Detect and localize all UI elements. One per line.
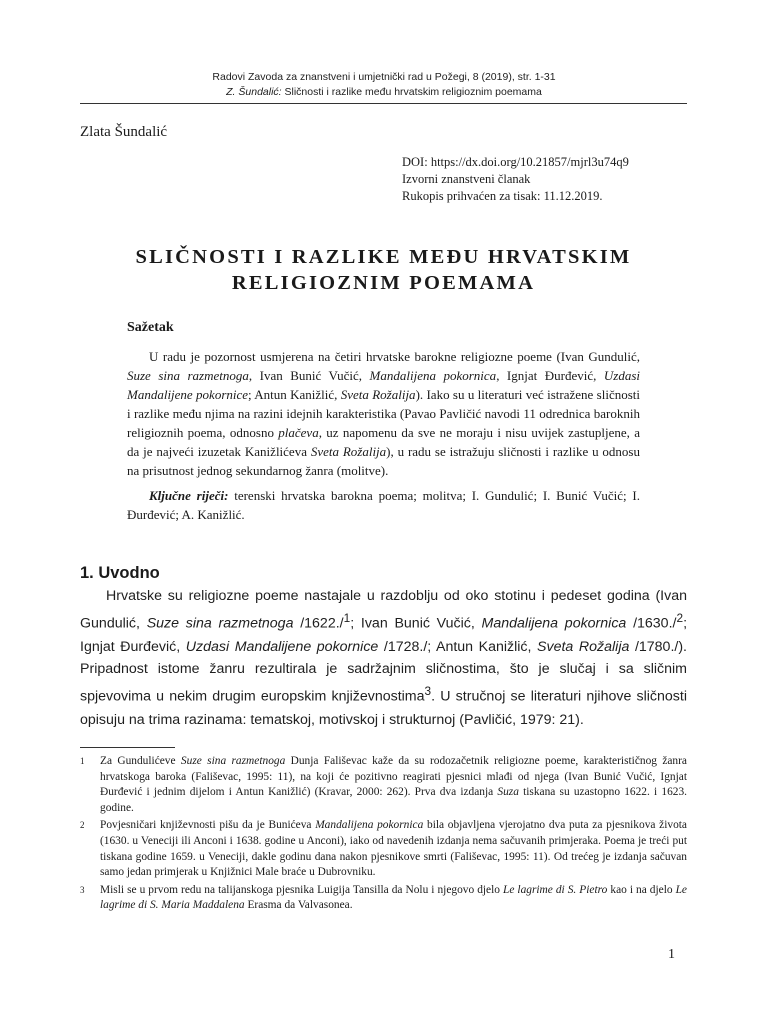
accepted-date: Rukopis prihvaćen za tisak: 11.12.2019. <box>402 189 603 203</box>
footnote <box>80 883 687 914</box>
work-title: Uzdasi Mandalijene pokornice <box>185 638 379 655</box>
body-text-run: ; Ivan Bunić Vučić, <box>350 616 482 633</box>
running-header-title <box>0 86 768 98</box>
body-text-run: /1780./). Pripadnost istome žanru rezultirala je sadržajnim sličnostima, što je slučaj i sa sličnim spjevovima u nekim drugim europskim književnostima <box>80 638 687 706</box>
work-title: Le lagrime di S. Maria Maddalena <box>100 883 687 912</box>
work-title: Uzdasi Mandalijene pokornice <box>127 368 640 402</box>
work-title: Suze sina razmetnoga <box>146 616 294 633</box>
abstract-heading: Sažetak <box>127 320 174 335</box>
work-title: Suza <box>497 786 519 799</box>
article-title-line-2: RELIGIOZNIM POEMAMA <box>231 272 536 294</box>
abstract <box>127 347 640 524</box>
running-header-journal: Radovi Zavoda za znanstveni i umjetnički rad u Požegi, 8 (2019), str. 1-31 <box>212 71 556 83</box>
abstract-text-run: ), u radu se istražuju sličnosti i razlike u odnosu na prisutnost jednog sekundarnog žanra (molitve). <box>127 444 640 478</box>
body-text <box>80 585 687 731</box>
body-text-run: . U stručnoj se literaturi njihove sličnosti opisuju na trima razinama: tematskoj, motivskoj i strukturnoj (Pavličić, 1979: 21). <box>80 689 687 728</box>
footnote-number: 3 <box>80 884 85 895</box>
work-title: Mandalijena pokornica <box>369 368 497 383</box>
body-text-run: /1630./ <box>626 616 677 633</box>
abstract-text-run: ). Iako su u literaturi već istražene sličnosti i razlike među njima na razini idejnih karakteristika (Pavao Pavličić navodi 11 odrednica baroknih religioznih poema, odnosno <box>127 387 640 440</box>
work-title: Sveta Rožalija <box>340 387 416 402</box>
body-text-run: /1728./; Antun Kanižlić, <box>378 638 538 655</box>
work-title: Suze sina razmetnoga <box>180 755 286 767</box>
work-title: Sveta Rožalija <box>537 638 630 655</box>
footnote-ref[interactable]: 2 <box>676 611 684 626</box>
footnote-text-run: bila objavljena vjerojatno dva puta za pjesnikova života (1630. u Veneciji ili Anconi i 1638. godine u Anconi), iako od navedenih izdanja nema sačuvanih primjeraka. Poema je treći put tiskana godine 1659. u Veneciji, dakle godinu dana nakon pjesnikove smrti (Fališevac, 1995: 11). Od trećeg je izdanja sačuvan samo jedan primjerak u Knjižnici Male braće u Dubrovniku. <box>100 819 687 879</box>
keywords-label: Ključne riječi: <box>149 488 229 503</box>
running-header-author: Z. Šundalić: <box>226 86 282 98</box>
abstract-text <box>127 347 640 480</box>
footnote-number: 2 <box>80 820 85 831</box>
page-number: 1 <box>668 947 675 962</box>
abstract-text-run: , Ivan Bunić Vučić, <box>248 368 370 383</box>
footnote <box>80 818 687 880</box>
doi-link[interactable]: DOI: https://dx.doi.org/10.21857/mjrl3u74q9 <box>402 155 629 169</box>
footnote-text-run: Erasma da Valvasonea. <box>244 899 353 912</box>
body-text-run: ; Ignjat Đurđević, <box>80 616 688 655</box>
body-paragraph <box>80 585 687 731</box>
work-title: Suze sina razmetnoga <box>127 368 249 383</box>
work-title: Mandalijena pokornica <box>315 819 424 832</box>
footnote-number: 1 <box>80 756 85 766</box>
term: plačeva <box>278 425 319 440</box>
article-title-line-1: SLIČNOSTI I RAZLIKE MEĐU HRVATSKIM <box>135 246 632 268</box>
footnote-text-run: tiskana su uzastopno 1622. i 1623. godine. <box>100 786 687 814</box>
work-title: Le lagrime di S. Pietro <box>503 883 608 896</box>
footnotes <box>80 754 687 916</box>
footnote-ref[interactable]: 3 <box>424 684 432 699</box>
abstract-text-run: , Ignjat Đurđević, <box>496 368 604 383</box>
header-rule <box>80 103 687 104</box>
running-header-short-title: Sličnosti i razlike među hrvatskim religioznim poemama <box>284 86 542 98</box>
work-title: Sveta Rožalija <box>310 444 387 459</box>
body-text-run: Hrvatske su religiozne poeme nastajale u razdoblju od oko stotinu i pedeset godina (Ivan Gundulić, <box>80 588 687 633</box>
article-meta <box>402 154 629 205</box>
abstract-text-run: , uz napomenu da sve ne moraju i nisu uvijek zastupljene, a da je najveći izuzetak Kanižlićeva <box>127 425 640 459</box>
footnote-rule <box>80 747 175 748</box>
footnote-text-run: Za Gundulićeve <box>100 755 181 767</box>
footnote <box>80 754 687 816</box>
footnote-ref[interactable]: 1 <box>343 611 351 626</box>
abstract-text-run: ; Antun Kanižlić, <box>248 387 341 402</box>
keywords-list: terenski hrvatska barokna poema; molitva; I. Gundulić; I. Bunić Vučić; I. Đurđević; A. Kanižlić. <box>127 488 640 522</box>
keywords <box>127 486 640 524</box>
section-heading: 1. Uvodno <box>80 564 160 582</box>
footnote-text-run: kao i na djelo <box>607 883 676 896</box>
article-type: Izvorni znanstveni članak <box>402 172 531 186</box>
work-title: Mandalijena pokornica <box>481 616 627 633</box>
author-name: Zlata Šundalić <box>80 124 168 140</box>
body-text-run: /1622./ <box>293 616 344 633</box>
footnote-text-run: Dunja Fališevac kaže da su rodozačetnik religiozne poeme, karakterističnog žanra hrvatskoga baroka (Fališevac, 1995: 11), na koji će pozitivno reagirati pjesnici mlađi od njega (Ivan Bunić Vučić, Ignjat Đurđević i jednim dijelom i Antun Kanižlić) (Kravar, 2000: 262). Prva dva izdanja <box>100 755 687 799</box>
footnote-text-run: Povjesničari književnosti pišu da je Bunićeva <box>100 819 316 832</box>
abstract-text-run: U radu je pozornost usmjerena na četiri hrvatske barokne religiozne poeme (Ivan Gundulić, <box>149 349 640 364</box>
article-title <box>80 244 687 296</box>
footnote-text-run: Misli se u prvom redu na talijanskoga pjesnika Luigija Tansilla da Nolu i njegovo djelo <box>100 883 503 896</box>
